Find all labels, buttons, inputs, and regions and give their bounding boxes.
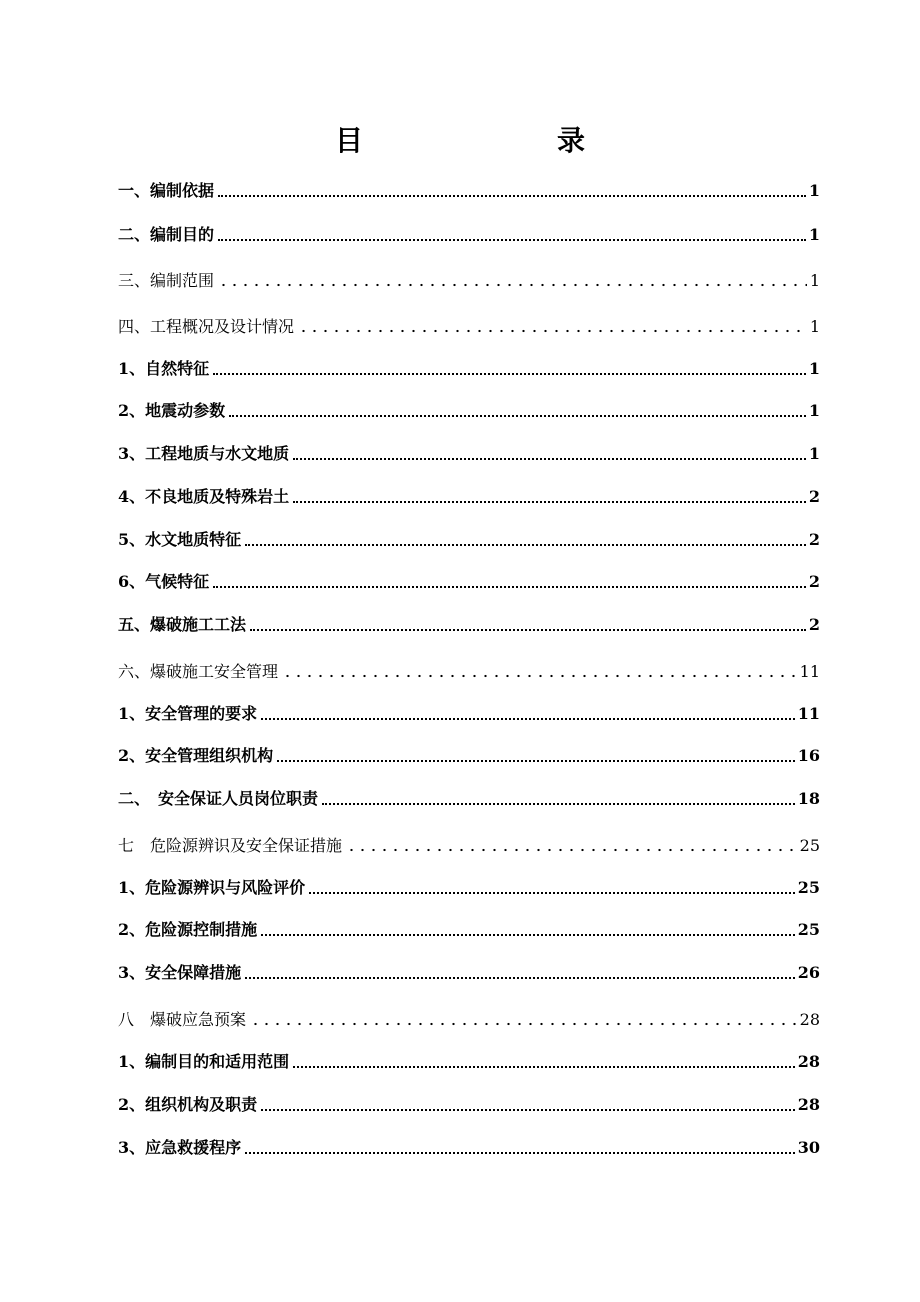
- toc-entry-title: 1、编制目的和适用范围: [118, 1052, 290, 1071]
- toc-entry[interactable]: [118, 786, 820, 812]
- toc-entry-title: 3、应急救援程序: [118, 1138, 242, 1157]
- toc-entry[interactable]: [118, 356, 820, 382]
- toc-entry-page-number: 1: [808, 225, 820, 244]
- toc-dot-leader: [309, 892, 795, 894]
- toc-entry-title: 3、工程地质与水文地质: [118, 444, 290, 463]
- toc-dot-leader: [250, 1019, 797, 1027]
- toc-dot-leader: [322, 803, 795, 805]
- toc-entry[interactable]: [118, 917, 820, 943]
- toc-entry[interactable]: [118, 833, 820, 859]
- toc-dot-leader: [218, 280, 807, 288]
- toc-entry-page-number: 1: [808, 181, 820, 200]
- toc-entry-page-number: 1: [808, 359, 820, 378]
- toc-entry-page-number: 28: [797, 1095, 820, 1114]
- toc-entry[interactable]: [118, 875, 820, 901]
- toc-entry[interactable]: [118, 701, 820, 727]
- toc-entry-page-number: 1: [808, 444, 820, 463]
- toc-entry-page-number: 2: [808, 572, 820, 591]
- toc-entry-page-number: 30: [797, 1138, 820, 1157]
- toc-dot-leader: [245, 1152, 795, 1154]
- toc-entry-page-number: 28: [799, 1010, 820, 1029]
- toc-entry-page-number: 11: [799, 662, 820, 681]
- toc-dot-leader: [293, 501, 806, 503]
- toc-entry[interactable]: [118, 569, 820, 595]
- toc-entry-title: 二、 安全保证人员岗位职责: [118, 789, 319, 808]
- toc-entry-title: 4、不良地质及特殊岩土: [118, 487, 290, 506]
- toc-dot-leader: [213, 586, 806, 588]
- toc-entry-page-number: 28: [797, 1052, 820, 1071]
- toc-entry[interactable]: [118, 314, 820, 340]
- toc-entry-title: 3、安全保障措施: [118, 963, 242, 982]
- toc-entry-title: 2、组织机构及职责: [118, 1095, 258, 1114]
- toc-entry-title: 1、安全管理的要求: [118, 704, 258, 723]
- toc-entry-page-number: 2: [808, 530, 820, 549]
- toc-entry[interactable]: [118, 960, 820, 986]
- toc-entry-page-number: 1: [808, 401, 820, 420]
- toc-dot-leader: [229, 415, 806, 417]
- toc-dot-leader: [346, 845, 797, 853]
- toc-entry-title: 5、水文地质特征: [118, 530, 242, 549]
- toc-entry[interactable]: [118, 1092, 820, 1118]
- toc-entry-title: 七 危险源辨识及安全保证措施: [118, 836, 343, 855]
- toc-entry[interactable]: [118, 441, 820, 467]
- toc-entry-title: 2、危险源控制措施: [118, 920, 258, 939]
- toc-dot-leader: [245, 544, 806, 546]
- toc-entry-page-number: 25: [797, 920, 820, 939]
- toc-entry[interactable]: [118, 178, 820, 204]
- toc-entry-title: 6、气候特征: [118, 572, 210, 591]
- toc-dot-leader: [298, 326, 807, 334]
- toc-entry-title: 1、危险源辨识与风险评价: [118, 878, 306, 897]
- toc-entry-title: 1、自然特征: [118, 359, 210, 378]
- toc-entry-page-number: 18: [797, 789, 820, 808]
- toc-dot-leader: [261, 1109, 795, 1111]
- toc-dot-leader: [293, 1066, 795, 1068]
- toc-entry-title: 五、爆破施工工法: [118, 615, 247, 634]
- toc-entry-title: 一、编制依据: [118, 181, 215, 200]
- toc-entry[interactable]: [118, 222, 820, 248]
- toc-entry-page-number: 26: [797, 963, 820, 982]
- toc-entry-page-number: 2: [808, 487, 820, 506]
- toc-dot-leader: [293, 458, 806, 460]
- toc-dot-leader: [282, 671, 797, 679]
- toc-dot-leader: [250, 629, 806, 631]
- toc-entry-page-number: 1: [809, 317, 820, 336]
- toc-entry-title: 六、爆破施工安全管理: [118, 662, 279, 681]
- toc-entry-page-number: 25: [797, 878, 820, 897]
- toc-entry[interactable]: [118, 484, 820, 510]
- toc-dot-leader: [277, 760, 795, 762]
- toc-title: 目 录: [334, 124, 631, 157]
- toc-entry-title: 八 爆破应急预案: [118, 1010, 247, 1029]
- toc-dot-leader: [261, 718, 795, 720]
- toc-entry-title: 四、工程概况及设计情况: [118, 317, 295, 336]
- toc-entry-title: 2、地震动参数: [118, 401, 226, 420]
- toc-dot-leader: [218, 239, 806, 241]
- toc-entry-title: 三、编制范围: [118, 271, 215, 290]
- toc-dot-leader: [213, 373, 806, 375]
- toc-entry[interactable]: [118, 268, 820, 294]
- toc-entry-page-number: 1: [809, 271, 820, 290]
- toc-entry-page-number: 25: [799, 836, 820, 855]
- toc-entry-page-number: 11: [797, 704, 820, 723]
- toc-entry[interactable]: [118, 1007, 820, 1033]
- toc-entry[interactable]: [118, 1049, 820, 1075]
- toc-entry-page-number: 16: [797, 746, 820, 765]
- toc-entry-page-number: 2: [808, 615, 820, 634]
- toc-entry-title: 2、安全管理组织机构: [118, 746, 274, 765]
- toc-entry[interactable]: [118, 743, 820, 769]
- toc-dot-leader: [245, 977, 795, 979]
- toc-entry[interactable]: [118, 612, 820, 638]
- toc-dot-leader: [218, 195, 806, 197]
- toc-entry-title: 二、编制目的: [118, 225, 215, 244]
- toc-entry[interactable]: [118, 398, 820, 424]
- toc-dot-leader: [261, 934, 795, 936]
- toc-entry[interactable]: [118, 527, 820, 553]
- toc-entry[interactable]: [118, 659, 820, 685]
- toc-entry[interactable]: [118, 1135, 820, 1161]
